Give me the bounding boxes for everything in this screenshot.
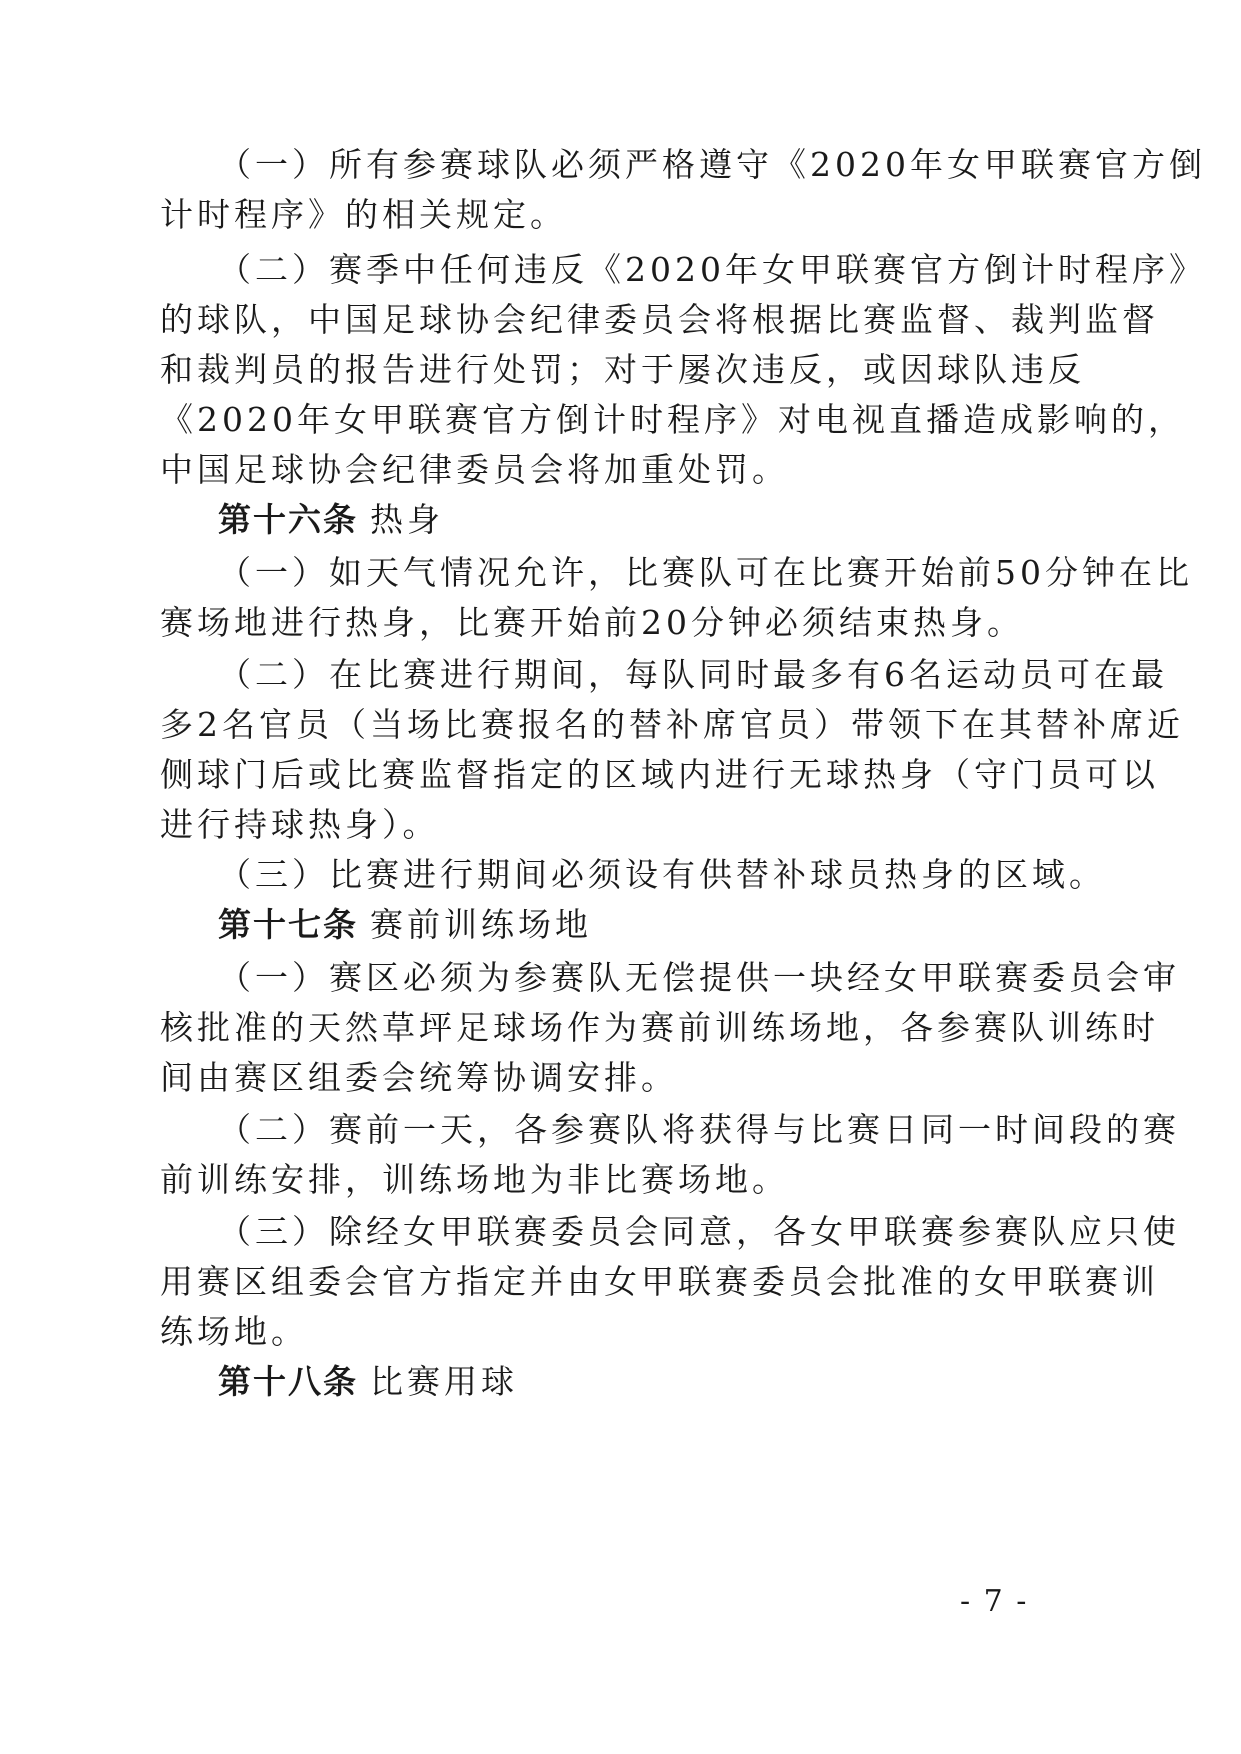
- article-number: 第十八条: [218, 1362, 358, 1401]
- text-line: 《2020年女甲联赛官方倒计时程序》对电视直播造成影响的，: [160, 400, 1185, 439]
- page-number: - 7 -: [960, 1584, 1029, 1619]
- article-heading-17: [218, 905, 1138, 945]
- article-heading-18: [218, 1362, 1138, 1402]
- text-line: 前训练安排，训练场地为非比赛场地。: [160, 1160, 789, 1199]
- text-line: 侧球门后或比赛监督指定的区域内进行无球热身（守门员可以: [160, 755, 1159, 794]
- text-line: （三）比赛进行期间必须设有供替补球员热身的区域。: [218, 855, 1106, 894]
- text-line: （一）赛区必须为参赛队无偿提供一块经女甲联赛委员会审: [218, 958, 1180, 997]
- text-line: 计时程序》的相关规定。: [160, 195, 567, 234]
- text-line: 核批准的天然草坪足球场作为赛前训练场地，各参赛队训练时: [160, 1008, 1159, 1047]
- article-heading-16: [218, 500, 1138, 540]
- text-line: （二）在比赛进行期间，每队同时最多有6名运动员可在最: [218, 655, 1168, 694]
- text-line: （三）除经女甲联赛委员会同意，各女甲联赛参赛队应只使: [218, 1212, 1180, 1251]
- text-line: （一）如天气情况允许，比赛队可在比赛开始前50分钟在比: [218, 553, 1193, 592]
- text-line: 的球队，中国足球协会纪律委员会将根据比赛监督、裁判监督: [160, 300, 1159, 339]
- article-title: 赛前训练场地: [370, 905, 592, 944]
- text-line: 多2名官员（当场比赛报名的替补席官员）带领下在其替补席近: [160, 705, 1184, 744]
- text-line: 中国足球协会纪律委员会将加重处罚。: [160, 450, 789, 489]
- text-line: 用赛区组委会官方指定并由女甲联赛委员会批准的女甲联赛训: [160, 1262, 1159, 1301]
- text-line: 间由赛区组委会统筹协调安排。: [160, 1058, 678, 1097]
- article-number: 第十七条: [218, 905, 358, 944]
- text-line: 和裁判员的报告进行处罚；对于屡次违反，或因球队违反: [160, 350, 1085, 389]
- article-title: 热身: [370, 500, 444, 539]
- text-line: 进行持球热身）。: [160, 805, 440, 844]
- article-title: 比赛用球: [370, 1362, 518, 1401]
- text-line: （二）赛季中任何违反《2020年女甲联赛官方倒计时程序》: [218, 250, 1206, 289]
- text-line: （一）所有参赛球队必须严格遵守《2020年女甲联赛官方倒: [218, 145, 1206, 184]
- text-line: （二）赛前一天，各参赛队将获得与比赛日同一时间段的赛: [218, 1110, 1180, 1149]
- text-line: 练场地。: [160, 1312, 308, 1351]
- article-number: 第十六条: [218, 500, 358, 539]
- text-line: 赛场地进行热身，比赛开始前20分钟必须结束热身。: [160, 603, 1024, 642]
